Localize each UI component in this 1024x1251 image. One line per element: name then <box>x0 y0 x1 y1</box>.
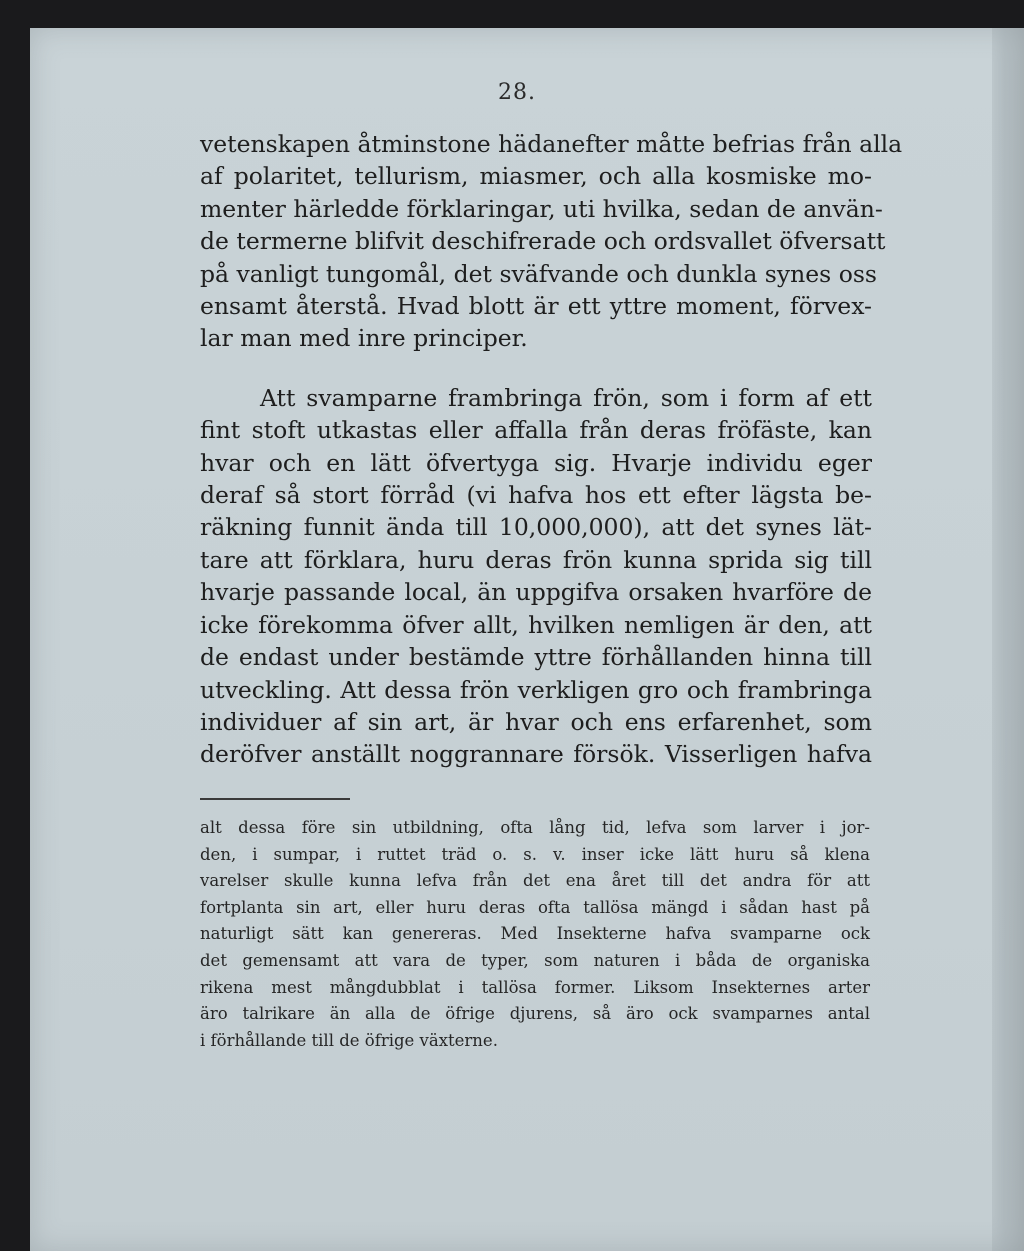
text-line: de termerne blifvit deschifrerade och ordsvallet öfversatt <box>200 227 886 256</box>
text-line: menter härledde förklaringar, uti hvilka, sedan de använ- <box>200 194 883 223</box>
footnote-line: äro talrikare än alla de öfrige djurens, så äro ock svamparnes antal <box>200 1004 870 1024</box>
text-line: Att svamparne frambringa frön, som i form af ett <box>260 383 872 412</box>
footnote-line: fortplanta sin art, eller huru deras ofta tallösa mängd i sådan hast på <box>200 897 870 917</box>
footnote <box>200 815 870 1054</box>
paragraph-gap <box>200 355 872 382</box>
text-line: hvarje passande local, än uppgifva orsaken hvarföre de <box>200 578 872 607</box>
text-line: lar man med inre principer. <box>200 324 528 353</box>
text-line: fint stoft utkastas eller affalla från deras fröfäste, kan <box>200 416 872 445</box>
footnote-line: alt dessa före sin utbildning, ofta lång tid, lefva som larver i jor- <box>200 818 870 837</box>
footnote-line: varelser skulle kunna lefva från det ena året till det andra för att <box>200 871 870 891</box>
footnote-line: naturligt sätt kan genereras. Med Insekterne hafva svamparne ock <box>200 924 870 944</box>
text-line: hvar och en lätt öfvertyga sig. Hvarje individu eger <box>200 448 872 477</box>
footnote-line: rikena mest mångdubblat i tallösa former. Liksom Insekternes arter <box>200 977 870 997</box>
paragraph-2 <box>200 382 872 771</box>
page-gutter-shadow <box>992 28 1024 1251</box>
text-line: vetenskapen åtminstone hädanefter måtte befrias från alla <box>200 130 903 158</box>
text-line: deröfver anställt noggrannare försök. Visserligen hafva <box>200 740 872 769</box>
text-line: tare att förklara, huru deras frön kunna sprida sig till <box>200 545 872 574</box>
paragraph-1 <box>200 128 903 355</box>
footnote-rule <box>200 798 350 800</box>
text-line: ensamt återstå. Hvad blott är ett yttre moment, förvex- <box>200 292 872 321</box>
page-number: 28. <box>498 80 536 105</box>
body-text <box>200 128 903 771</box>
text-line: de endast under bestämde yttre förhållanden hinna till <box>200 643 872 672</box>
footnote-line: den, i sumpar, i ruttet träd o. s. v. inser icke lätt huru så klena <box>200 844 870 864</box>
text-line: af polaritet, tellurism, miasmer, och alla kosmiske mo- <box>200 162 872 191</box>
text-line: utveckling. Att dessa frön verkligen gro och frambringa <box>200 675 872 704</box>
text-line: individuer af sin art, är hvar och ens erfarenhet, som <box>200 707 872 736</box>
footnote-line: det gemensamt att vara de typer, som naturen i båda de organiska <box>200 950 870 970</box>
text-line: icke förekomma öfver allt, hvilken nemligen är den, att <box>200 610 872 639</box>
text-line: på vanligt tungomål, det sväfvande och dunkla synes oss <box>200 259 877 288</box>
text-line: deraf så stort förråd (vi hafva hos ett efter lägsta be- <box>200 481 872 510</box>
footnote-line: i förhållande till de öfrige växterne. <box>200 1030 498 1050</box>
text-line: räkning funnit ända till 10,000,000), att det synes lät- <box>200 513 872 542</box>
